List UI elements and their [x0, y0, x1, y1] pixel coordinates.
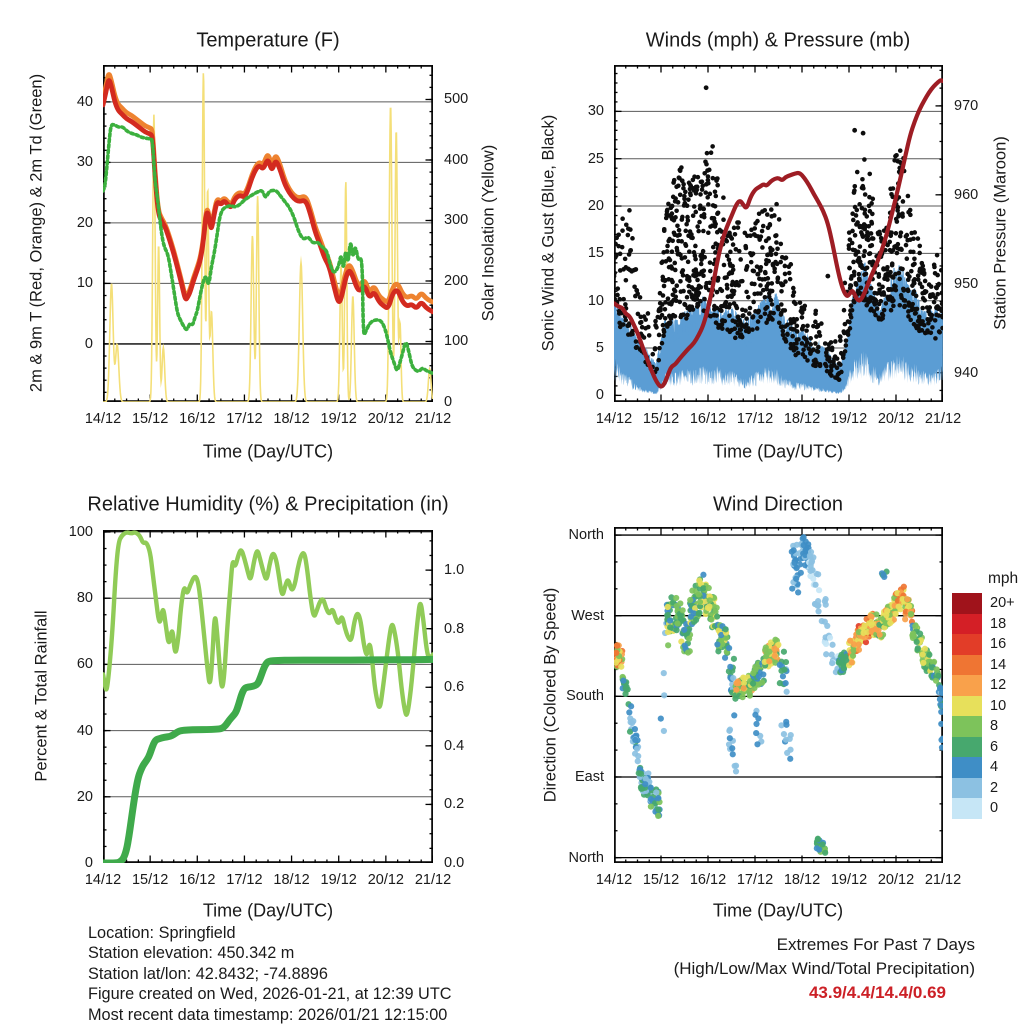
x-tick-label: 19/12 [320, 411, 357, 427]
y-label-solar-right: Solar Insolation (Yellow) [479, 144, 498, 322]
y-tick-label: 60 [76, 656, 93, 673]
y-tick-label: North [568, 527, 604, 544]
x-tick-label: 19/12 [830, 872, 868, 888]
extremes-subtitle: (High/Low/Max Wind/Total Precipitation) [673, 958, 975, 978]
y-tick-label: 30 [587, 103, 604, 120]
y-tick-label: 100 [68, 523, 93, 540]
colorbar-swatch-16 [952, 634, 982, 655]
x-tick-label: 20/12 [367, 872, 404, 888]
y-tick-label: 0.6 [444, 679, 465, 696]
x-label-direction: Time (Day/UTC) [712, 900, 844, 921]
figure-created-line: Figure created on Wed, 2026-01-21, at 12:39 UTC [88, 985, 452, 1004]
extremes-title: Extremes For Past 7 Days [776, 935, 975, 954]
y-tick-label: 400 [444, 151, 469, 168]
winds-pressure-plot-canvas [614, 65, 943, 402]
colorbar-label-12: 12 [990, 677, 1007, 694]
colorbar-title: mph [988, 570, 1019, 587]
y-tick-label: East [574, 768, 604, 785]
y-tick-label: 940 [954, 364, 979, 381]
colorbar-label-8: 8 [990, 718, 999, 735]
colorbar-label-10: 10 [990, 697, 1007, 714]
y-tick-label: 200 [444, 272, 469, 289]
x-tick-label: 16/12 [179, 411, 216, 427]
x-tick-label: 20/12 [877, 411, 915, 427]
y-tick-label: 0 [84, 855, 93, 871]
y-tick-label: 20 [76, 214, 93, 231]
x-tick-label: 18/12 [783, 872, 821, 888]
y-tick-label: 25 [587, 150, 604, 167]
x-tick-label: 21/12 [924, 872, 962, 888]
x-tick-label: 15/12 [642, 872, 680, 888]
panel-title-temperature: Temperature (F) [196, 29, 340, 52]
wind-direction-plot-canvas [614, 527, 943, 863]
x-tick-label: 17/12 [736, 411, 774, 427]
x-tick-label: 17/12 [226, 872, 263, 888]
panel-title-rh-precip: Relative Humidity (%) & Precipitation (in) [87, 493, 449, 516]
y-tick-label: 0 [444, 394, 453, 410]
y-tick-label: West [571, 607, 604, 624]
y-tick-label: 0 [84, 335, 93, 352]
x-tick-label: 17/12 [736, 872, 774, 888]
y-tick-label: South [566, 688, 604, 705]
colorbar-label-0: 0 [990, 800, 999, 817]
station-location: Location: Springfield [88, 924, 236, 942]
x-tick-label: 19/12 [320, 872, 357, 888]
y-tick-label: North [568, 849, 604, 866]
y-tick-label: 40 [76, 722, 93, 739]
y-tick-label: 100 [444, 333, 469, 350]
station-latlon: Station lat/lon: 42.8432; -74.8896 [88, 964, 328, 983]
y-tick-label: 0 [595, 387, 604, 404]
y-tick-label: 20 [76, 788, 93, 805]
y-tick-label: 30 [76, 154, 93, 171]
x-tick-label: 15/12 [131, 872, 169, 888]
colorbar-label-14: 14 [990, 656, 1007, 673]
x-tick-label: 14/12 [84, 411, 122, 427]
y-tick-label: 970 [954, 97, 979, 114]
y-tick-label: 300 [444, 212, 469, 229]
y-label-direction-left: Direction (Colored By Speed) [541, 587, 560, 803]
y-label-wind-left: Sonic Wind & Gust (Blue, Black) [539, 114, 558, 352]
y-tick-label: 20 [587, 198, 604, 215]
y-tick-label: 80 [76, 590, 93, 607]
panel-title-winds-pressure: Winds (mph) & Pressure (mb) [645, 29, 911, 52]
y-tick-label: 1.0 [444, 562, 465, 579]
colorbar-swatch-10 [952, 696, 982, 717]
x-tick-label: 19/12 [830, 411, 868, 427]
y-tick-label: 0.2 [444, 796, 465, 813]
y-tick-label: 40 [76, 93, 93, 110]
x-tick-label: 14/12 [595, 411, 633, 427]
station-elevation: Station elevation: 450.342 m [88, 944, 295, 963]
colorbar-label-6: 6 [990, 738, 999, 755]
x-tick-label: 14/12 [84, 872, 122, 888]
colorbar-swatch-6 [952, 737, 982, 758]
y-label-rh-left: Percent & Total Rainfall [32, 610, 51, 782]
x-tick-label: 18/12 [273, 872, 310, 888]
y-tick-label: 500 [444, 91, 469, 108]
x-tick-label: 21/12 [414, 411, 452, 427]
x-tick-label: 17/12 [226, 411, 263, 427]
panel-title-wind-direction: Wind Direction [712, 493, 844, 516]
y-tick-label: 10 [587, 292, 604, 309]
y-tick-label: 0.0 [444, 855, 465, 871]
colorbar-label-18: 18 [990, 615, 1007, 632]
x-tick-label: 18/12 [273, 411, 310, 427]
station-info-block [88, 923, 452, 1024]
colorbar-label-16: 16 [990, 636, 1007, 653]
y-tick-label: 10 [76, 275, 93, 292]
colorbar-swatch-18 [952, 614, 982, 635]
extremes-block [674, 933, 975, 1004]
y-tick-label: 15 [587, 245, 604, 262]
x-tick-label: 16/12 [689, 872, 727, 888]
colorbar-swatch-2 [952, 778, 982, 799]
colorbar-label-20+: 20+ [990, 595, 1015, 612]
x-tick-label: 14/12 [595, 872, 633, 888]
x-tick-label: 21/12 [414, 872, 452, 888]
extremes-values: 43.9/4.4/14.4/0.69 [808, 982, 946, 1002]
colorbar-swatch-12 [952, 675, 982, 696]
x-label-rh: Time (Day/UTC) [202, 900, 334, 921]
y-label-temp-left: 2m & 9m T (Red, Orange) & 2m Td (Green) [27, 73, 46, 393]
x-tick-label: 15/12 [642, 411, 680, 427]
x-label-winds: Time (Day/UTC) [712, 441, 844, 462]
data-timestamp-line: Most recent data timestamp: 2026/01/21 12:15:00 [88, 1005, 448, 1024]
x-tick-label: 16/12 [689, 411, 727, 427]
x-label-temp: Time (Day/UTC) [202, 441, 334, 462]
colorbar-swatch-20+ [952, 593, 982, 614]
x-tick-label: 16/12 [179, 872, 216, 888]
y-label-pressure-right: Station Pressure (Maroon) [991, 136, 1010, 330]
colorbar-swatch-4 [952, 757, 982, 778]
y-tick-label: 5 [595, 340, 604, 357]
x-tick-label: 20/12 [877, 872, 915, 888]
colorbar-swatch-14 [952, 655, 982, 676]
x-tick-label: 21/12 [924, 411, 962, 427]
y-tick-label: 0.8 [444, 620, 465, 637]
y-tick-label: 960 [954, 186, 979, 203]
y-tick-label: 0.4 [444, 737, 465, 754]
colorbar-swatch-0 [952, 798, 982, 819]
y-tick-label: 950 [954, 275, 979, 292]
x-tick-label: 15/12 [131, 411, 169, 427]
colorbar-swatch-8 [952, 716, 982, 737]
temperature-plot-canvas [103, 65, 433, 402]
x-tick-label: 20/12 [367, 411, 404, 427]
colorbar-label-4: 4 [990, 759, 999, 776]
rh-precip-plot-canvas [103, 530, 433, 863]
colorbar-label-2: 2 [990, 779, 999, 796]
x-tick-label: 18/12 [783, 411, 821, 427]
